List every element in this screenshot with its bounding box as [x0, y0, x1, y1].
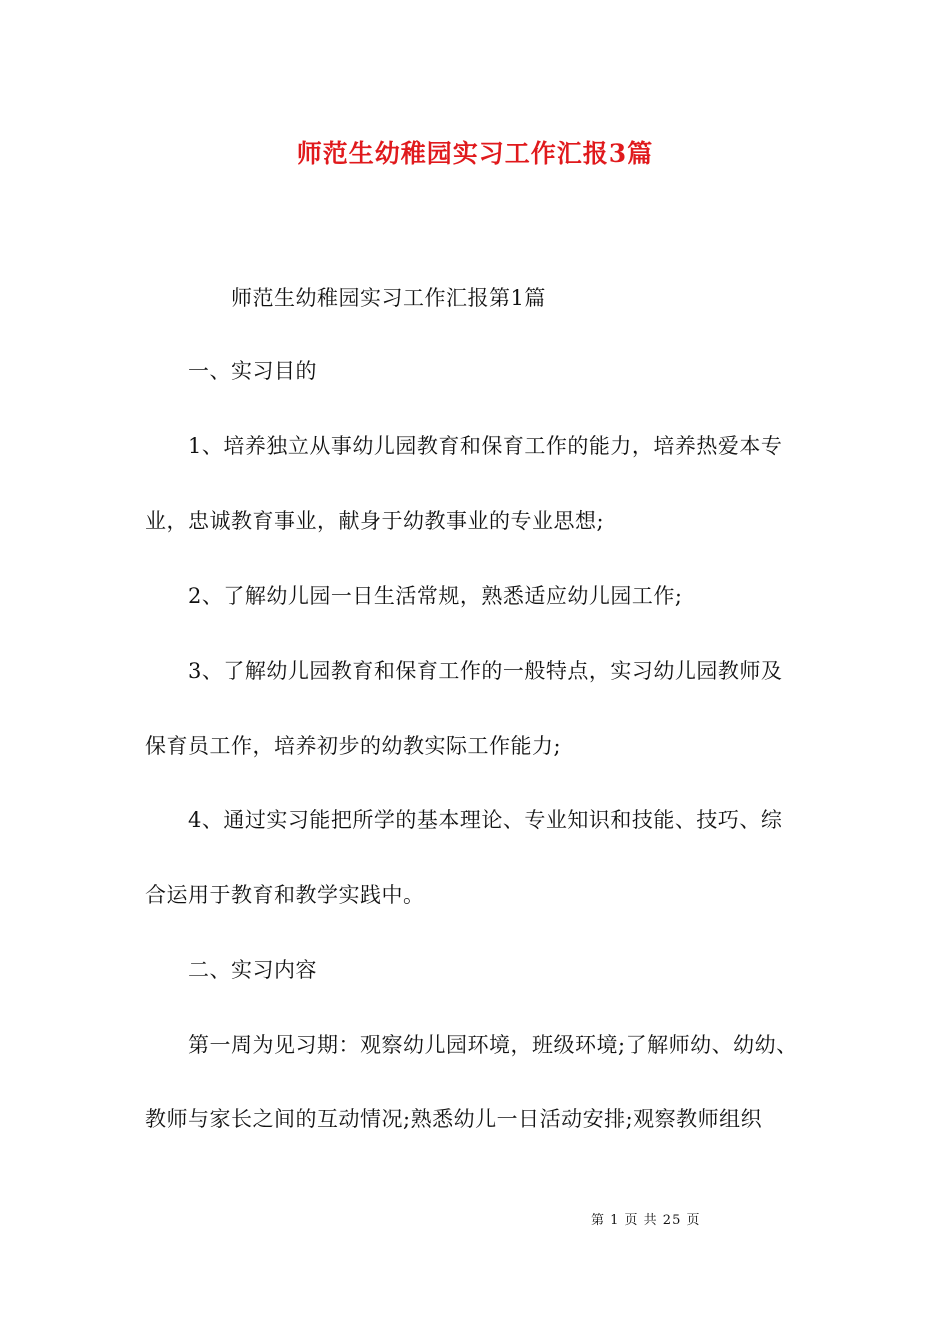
- paragraph-line: 业，忠诚教育事业，献身于幼教事业的专业思想;: [145, 509, 605, 533]
- section-heading-content: 二、实习内容: [188, 958, 317, 982]
- paragraph-line: 教师与家长之间的互动情况;熟悉幼儿一日活动安排;观察教师组织: [145, 1107, 763, 1131]
- paragraph-line: 保育员工作，培养初步的幼教实际工作能力;: [145, 734, 562, 758]
- section-heading-objectives: 一、实习目的: [188, 359, 317, 383]
- paragraph-line: 第一周为见习期：观察幼儿园环境，班级环境;了解师幼、幼幼、: [188, 1033, 798, 1057]
- paragraph-line: 合运用于教育和教学实践中。: [145, 883, 425, 907]
- paragraph-line: 3、了解幼儿园教育和保育工作的一般特点，实习幼儿园教师及: [188, 659, 783, 683]
- paragraph-line: 1、培养独立从事幼儿园教育和保育工作的能力，培养热爱本专: [188, 434, 783, 458]
- paragraph-line: 2、了解幼儿园一日生活常规，熟悉适应幼儿园工作;: [188, 584, 683, 608]
- document-title: 师范生幼稚园实习工作汇报3篇: [296, 139, 654, 168]
- page-number-footer: 第 1 页 共 25 页: [591, 1213, 701, 1228]
- paragraph-line: 4、通过实习能把所学的基本理论、专业知识和技能、技巧、综: [188, 808, 783, 832]
- document-subtitle: 师范生幼稚园实习工作汇报第1篇: [231, 286, 546, 310]
